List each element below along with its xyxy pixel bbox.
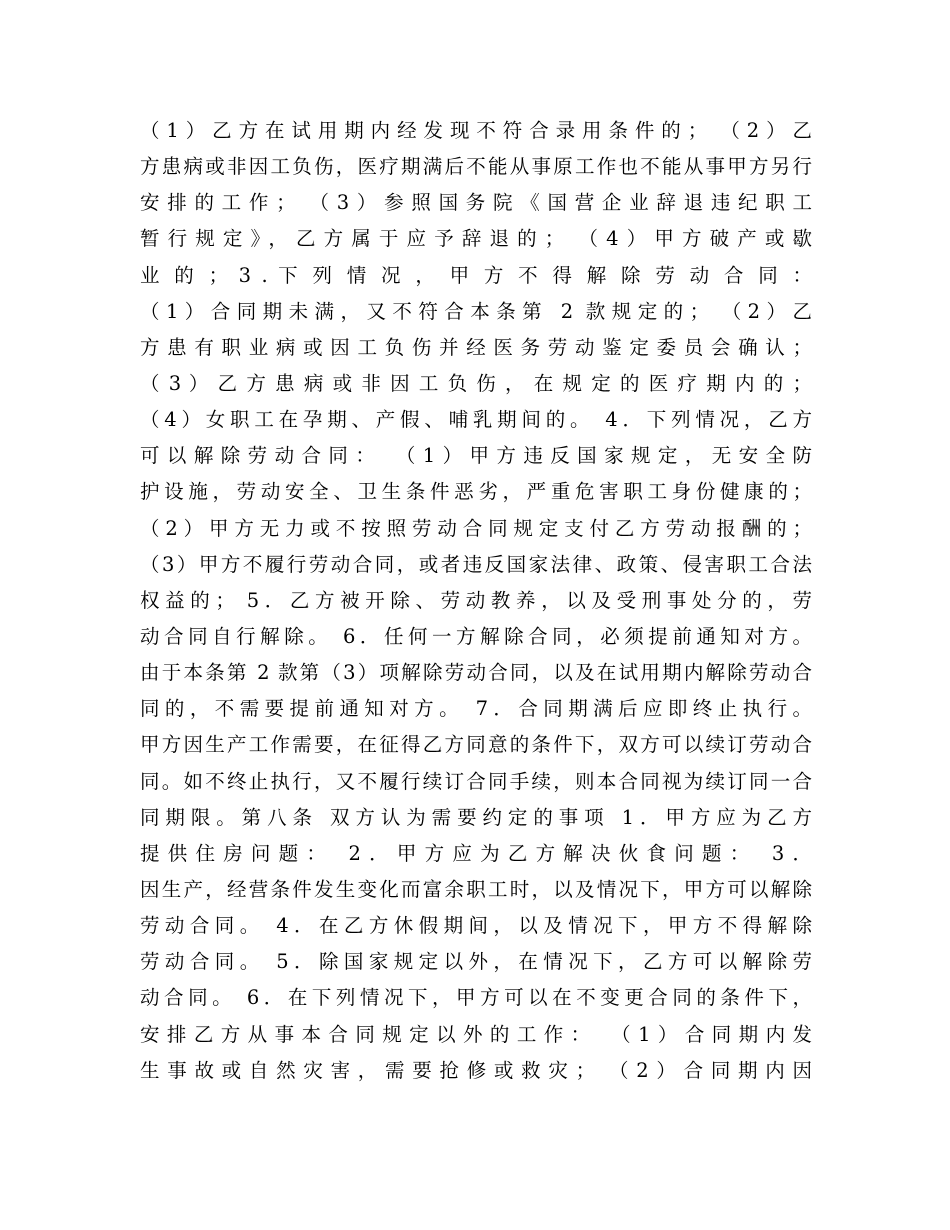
text-line-15: 动合同自行解除。 6．任何一方解除合同，必须提前通知对方。 [140, 624, 812, 648]
text-line-23: 劳动合同。 4．在乙方休假期间，以及情况下，甲方不得解除 [140, 914, 812, 938]
text-line-27: 生事故或自然灾害，需要抢修或救灾； （2）合同期内因 [140, 1058, 812, 1082]
text-line-9: （4）女职工在孕期、产假、哺乳期间的。 4．下列情况，乙方 [140, 408, 812, 432]
text-line-6: （1）合同期未满，又不符合本条第 2 款规定的； （2）乙 [140, 299, 812, 323]
text-line-22: 因生产，经营条件发生变化而富余职工时，以及情况下，甲方可以解除 [140, 877, 812, 901]
text-line-20: 同期限。第八条 双方认为需要约定的事项 1．甲方应为乙方 [140, 805, 812, 829]
text-line-18: 甲方因生产工作需要，在征得乙方同意的条件下，双方可以续订劳动合 [140, 733, 812, 757]
text-line-10: 可以解除劳动合同： （1）甲方违反国家规定，无安全防 [140, 444, 812, 468]
text-line-12: （2）甲方无力或不按照劳动合同规定支付乙方劳动报酬的； [140, 516, 812, 540]
text-line-26: 安排乙方从事本合同规定以外的工作： （1）合同期内发 [140, 1022, 812, 1046]
text-line-5: 业 的 ； 3 . 下 列 情 况 ， 甲 方 不 得 解 除 劳 动 合 同 ： [140, 263, 812, 287]
text-line-11: 护设施，劳动安全、卫生条件恶劣，严重危害职工身份健康的； [140, 480, 812, 504]
text-line-19: 同。如不终止执行，又不履行续订合同手续，则本合同视为续订同一合 [140, 769, 812, 793]
text-line-21: 提供住房问题： 2．甲方应为乙方解决伙食问题： 3． [140, 841, 812, 865]
text-line-25: 动合同。 6．在下列情况下，甲方可以在不变更合同的条件下， [140, 986, 812, 1010]
contract-body-text [140, 113, 812, 1089]
text-line-17: 同的，不需要提前通知对方。 7．合同期满后应即终止执行。 [140, 697, 812, 721]
text-line-4: 暂行规定》，乙方属于应予辞退的； （4）甲方破产或歇 [140, 227, 812, 251]
text-line-24: 劳动合同。 5．除国家规定以外，在情况下，乙方可以解除劳 [140, 950, 812, 974]
text-line-14: 权益的； 5．乙方被开除、劳动教养，以及受刑事处分的，劳 [140, 588, 812, 612]
text-line-8: （ 3 ） 乙 方 患 病 或 非 因 工 负 伤 ， 在 规 定 的 医 疗 期 内 的 ； [140, 371, 812, 395]
text-line-7: 方 患 有 职 业 病 或 因 工 负 伤 并 经 医 务 劳 动 鉴 定 委 员 会 确 认 ； [140, 335, 812, 359]
text-line-13: （3）甲方不履行劳动合同，或者违反国家法律、政策、侵害职工合法 [140, 552, 812, 576]
text-line-1: （1）乙方在试用期内经发现不符合录用条件的； （2）乙 [140, 119, 812, 142]
text-line-2: 方患病或非因工负伤，医疗期满后不能从事原工作也不能从事甲方另行 [140, 155, 812, 179]
text-line-16: 由于本条第 2 款第（3）项解除劳动合同，以及在试用期内解除劳动合 [140, 661, 812, 685]
text-line-3: 安排的工作； （3）参照国务院《国营企业辞退违纪职工 [140, 191, 812, 215]
